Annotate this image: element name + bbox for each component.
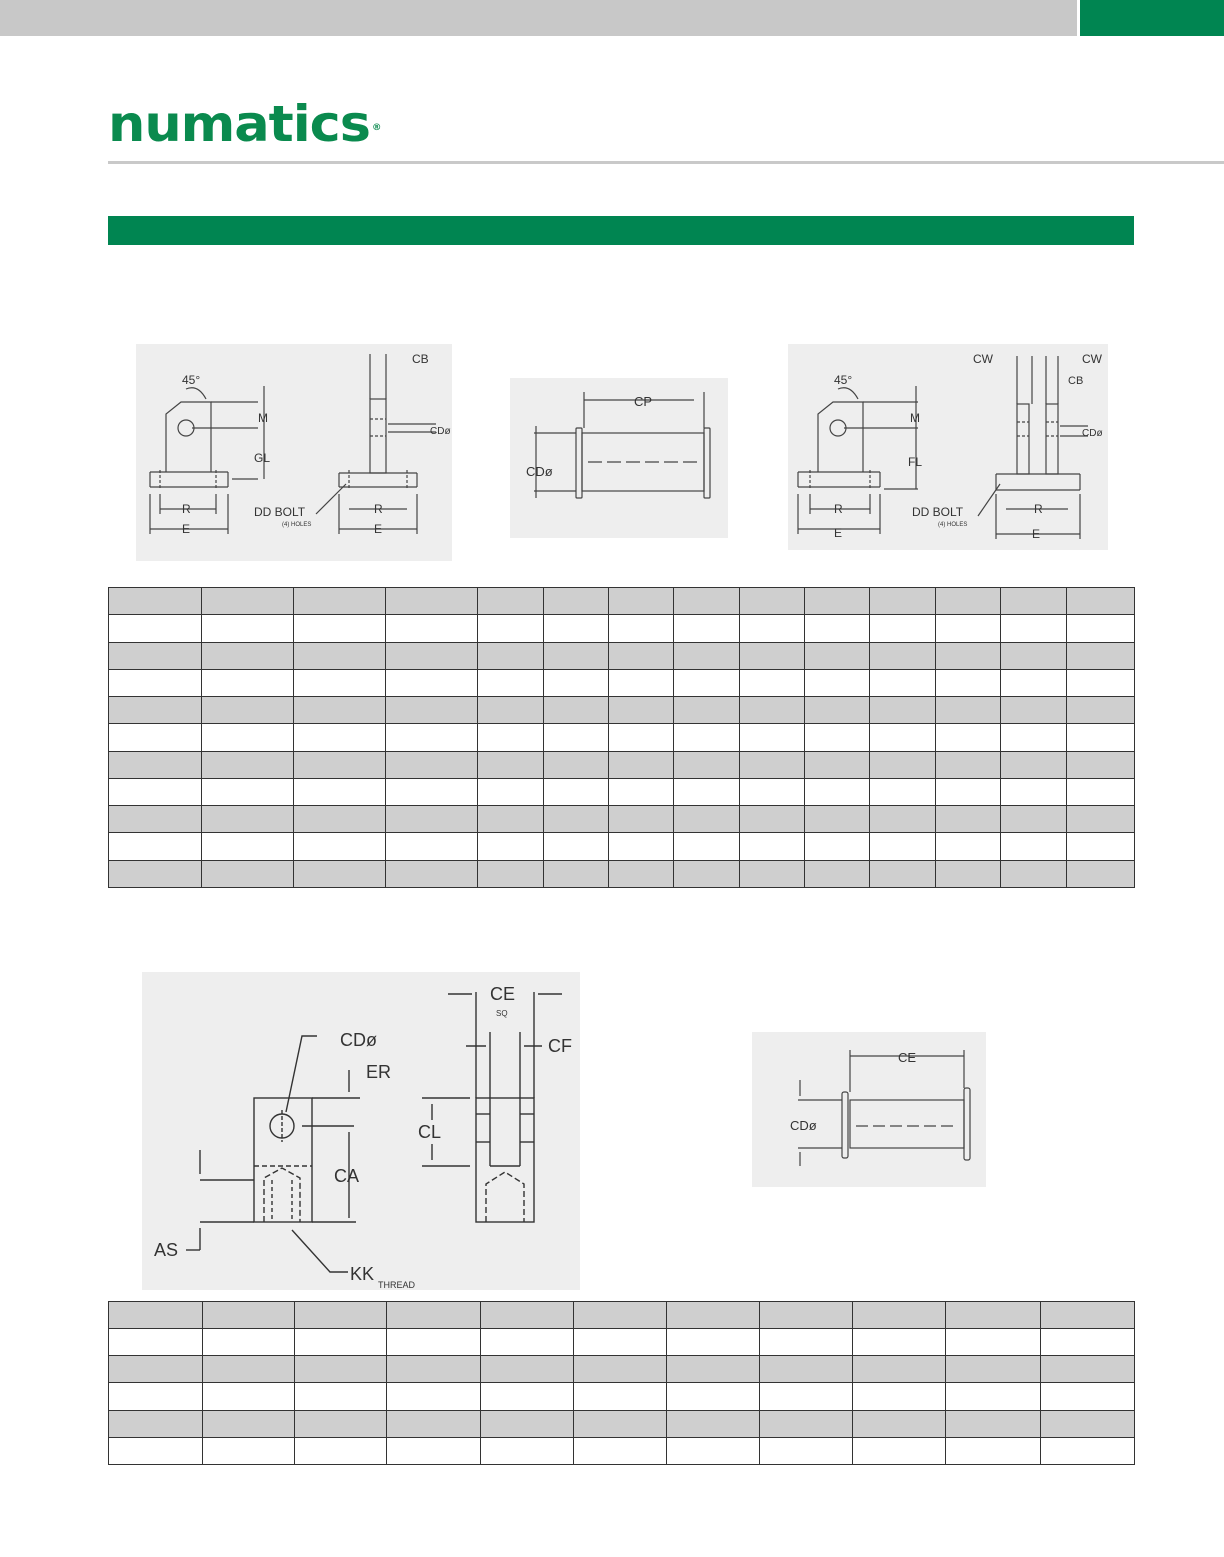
numatics-logo	[108, 94, 382, 154]
table-row	[109, 1437, 1135, 1464]
clevis-pin-svg	[752, 1032, 986, 1187]
pivot-dimensions-table	[108, 587, 1135, 888]
table-row	[109, 669, 1135, 696]
clevis-er-label: ER	[366, 1062, 392, 1082]
clevis-pin-ce-label: CE	[898, 1050, 917, 1065]
table-row	[109, 860, 1135, 887]
table-row	[109, 806, 1135, 833]
table-row	[109, 615, 1135, 642]
table-row	[109, 1329, 1135, 1356]
clevis-ca-label: CA	[334, 1166, 360, 1186]
clevis-thread-label: THREAD	[378, 1280, 416, 1290]
logo-text: numatics	[108, 95, 370, 153]
pivot-bracket-fl-svg	[788, 344, 1108, 550]
pivot-pin-svg	[510, 378, 728, 538]
rod-clevis-svg	[142, 972, 580, 1290]
fl-m-label: M	[910, 411, 920, 425]
fl-angle-label: 45°	[834, 373, 853, 387]
clevis-sq-label: SQ	[496, 1009, 508, 1018]
table-row	[109, 1410, 1135, 1437]
side-cd-label: CDø	[430, 426, 451, 437]
pivot-pin-drawing	[510, 378, 728, 538]
pin-cp-label: CP	[634, 394, 653, 409]
table-row	[109, 1356, 1135, 1383]
clevis-table-body	[109, 1302, 1135, 1465]
table-row	[109, 751, 1135, 778]
clevis-kk-label: KK	[350, 1264, 375, 1284]
gl-m-label: M	[258, 411, 268, 425]
top-header-bar	[0, 0, 1077, 36]
table-row	[109, 778, 1135, 805]
fl-side-r-label: R	[1034, 502, 1043, 516]
table-row	[109, 697, 1135, 724]
fl-side-e-label: E	[1032, 527, 1041, 541]
header-rule	[108, 161, 1224, 164]
gl-dd-bolt-label: DD BOLT	[254, 505, 306, 519]
table-row	[109, 1302, 1135, 1329]
table-row	[109, 724, 1135, 751]
fl-cw-right-label: CW	[1082, 352, 1102, 366]
gl-e-label: E	[182, 522, 191, 536]
fl-holes-label: (4) HOLES	[938, 522, 968, 528]
table-row	[109, 588, 1135, 615]
gl-r-label: R	[182, 502, 191, 516]
fl-cw-left-label: CW	[973, 352, 993, 366]
pivot-bracket-drawing	[136, 344, 452, 561]
pin-cd-label: CDø	[526, 464, 553, 479]
table-row	[109, 642, 1135, 669]
pivot-bracket-fl-drawing	[788, 344, 1108, 550]
clevis-ce-label: CE	[490, 984, 516, 1004]
clevis-cf-label: CF	[548, 1036, 572, 1056]
side-r-label: R	[374, 502, 383, 516]
table-row	[109, 833, 1135, 860]
pivot-bracket-svg	[136, 344, 452, 561]
table-row	[109, 1383, 1135, 1410]
fl-cb-label: CB	[1068, 375, 1084, 387]
clevis-cd-label: CDø	[340, 1030, 377, 1050]
pivot-table-body	[109, 588, 1135, 888]
fl-cd-label: CDø	[1082, 428, 1103, 439]
fl-e-label: E	[834, 526, 843, 540]
registered-mark: ®	[372, 123, 382, 133]
clevis-pin-cd-label: CDø	[790, 1118, 817, 1133]
gl-holes-label: (4) HOLES	[282, 522, 312, 528]
side-cb-label: CB	[412, 352, 429, 366]
clevis-pin-drawing	[752, 1032, 986, 1187]
gl-gl-label: GL	[254, 451, 271, 465]
section-title-bar	[108, 216, 1134, 245]
clevis-as-label: AS	[154, 1240, 179, 1260]
side-e-label: E	[374, 522, 383, 536]
gl-angle-label: 45°	[182, 373, 201, 387]
fl-dd-bolt-label: DD BOLT	[912, 505, 964, 519]
clevis-cl-label: CL	[418, 1122, 442, 1142]
fl-r-label: R	[834, 502, 843, 516]
top-header-accent	[1080, 0, 1224, 36]
rod-clevis-drawing	[142, 972, 580, 1290]
fl-fl-label: FL	[908, 455, 923, 469]
clevis-dimensions-table	[108, 1301, 1135, 1465]
